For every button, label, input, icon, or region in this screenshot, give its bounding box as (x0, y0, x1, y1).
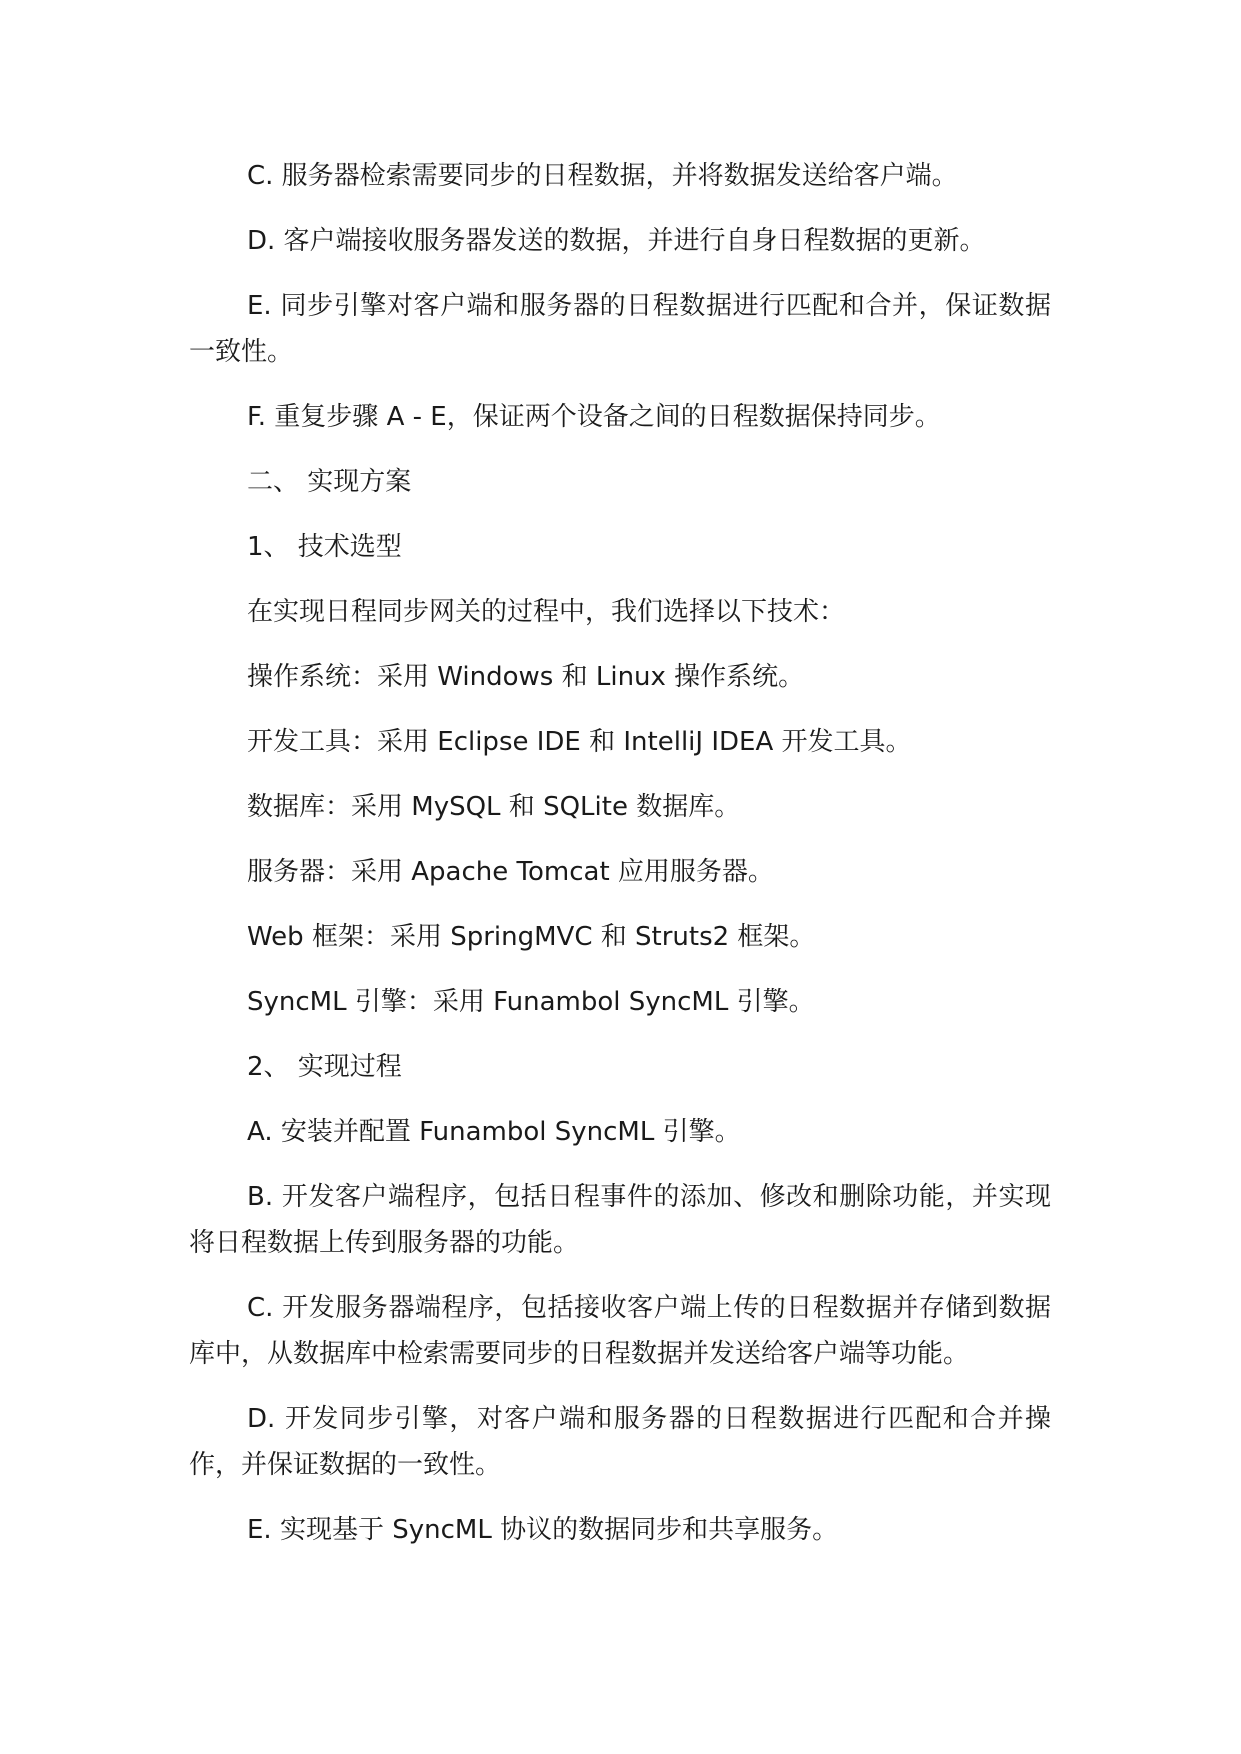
paragraph-process-a: A. 安装并配置 Funambol SyncML 引擎。 (247, 1117, 741, 1147)
paragraph-process-b: B. 开发客户端程序，包括日程事件的添加、修改和删除功能，并实现将日程数据上传到服务器的功能。 (189, 1182, 1051, 1258)
paragraph-syncml-engine: SyncML 引擎：采用 Funambol SyncML 引擎。 (247, 987, 815, 1017)
paragraph-process-e: E. 实现基于 SyncML 协议的数据同步和共享服务。 (247, 1515, 839, 1545)
subsection-heading-tech-selection: 1、 技术选型 (247, 532, 402, 562)
subsection-heading-process: 2、 实现过程 (247, 1052, 402, 1082)
paragraph-web-framework: Web 框架：采用 SpringMVC 和 Struts2 框架。 (247, 922, 816, 952)
paragraph-step-f: F. 重复步骤 A - E，保证两个设备之间的日程数据保持同步。 (247, 402, 941, 432)
paragraph-server: 服务器：采用 Apache Tomcat 应用服务器。 (247, 857, 774, 887)
paragraph-process-c: C. 开发服务器端程序，包括接收客户端上传的日程数据并存储到数据库中，从数据库中检索需要同步的日程数据并发送给客户端等功能。 (189, 1293, 1051, 1369)
paragraph-step-c: C. 服务器检索需要同步的日程数据，并将数据发送给客户端。 (247, 161, 958, 191)
paragraph-step-e: E. 同步引擎对客户端和服务器的日程数据进行匹配和合并，保证数据一致性。 (189, 291, 1051, 367)
paragraph-process-d: D. 开发同步引擎，对客户端和服务器的日程数据进行匹配和合并操作，并保证数据的一致性。 (189, 1404, 1051, 1480)
paragraph-dev-tools: 开发工具：采用 Eclipse IDE 和 IntelliJ IDEA 开发工具。 (247, 727, 912, 757)
document-body (189, 153, 1051, 1572)
paragraph-tech-intro: 在实现日程同步网关的过程中，我们选择以下技术： (247, 597, 846, 627)
paragraph-database: 数据库：采用 MySQL 和 SQLite 数据库。 (247, 792, 741, 822)
paragraph-step-d: D. 客户端接收服务器发送的数据，并进行自身日程数据的更新。 (247, 226, 986, 256)
paragraph-os: 操作系统：采用 Windows 和 Linux 操作系统。 (247, 662, 805, 692)
section-heading-implementation: 二、 实现方案 (247, 467, 412, 497)
